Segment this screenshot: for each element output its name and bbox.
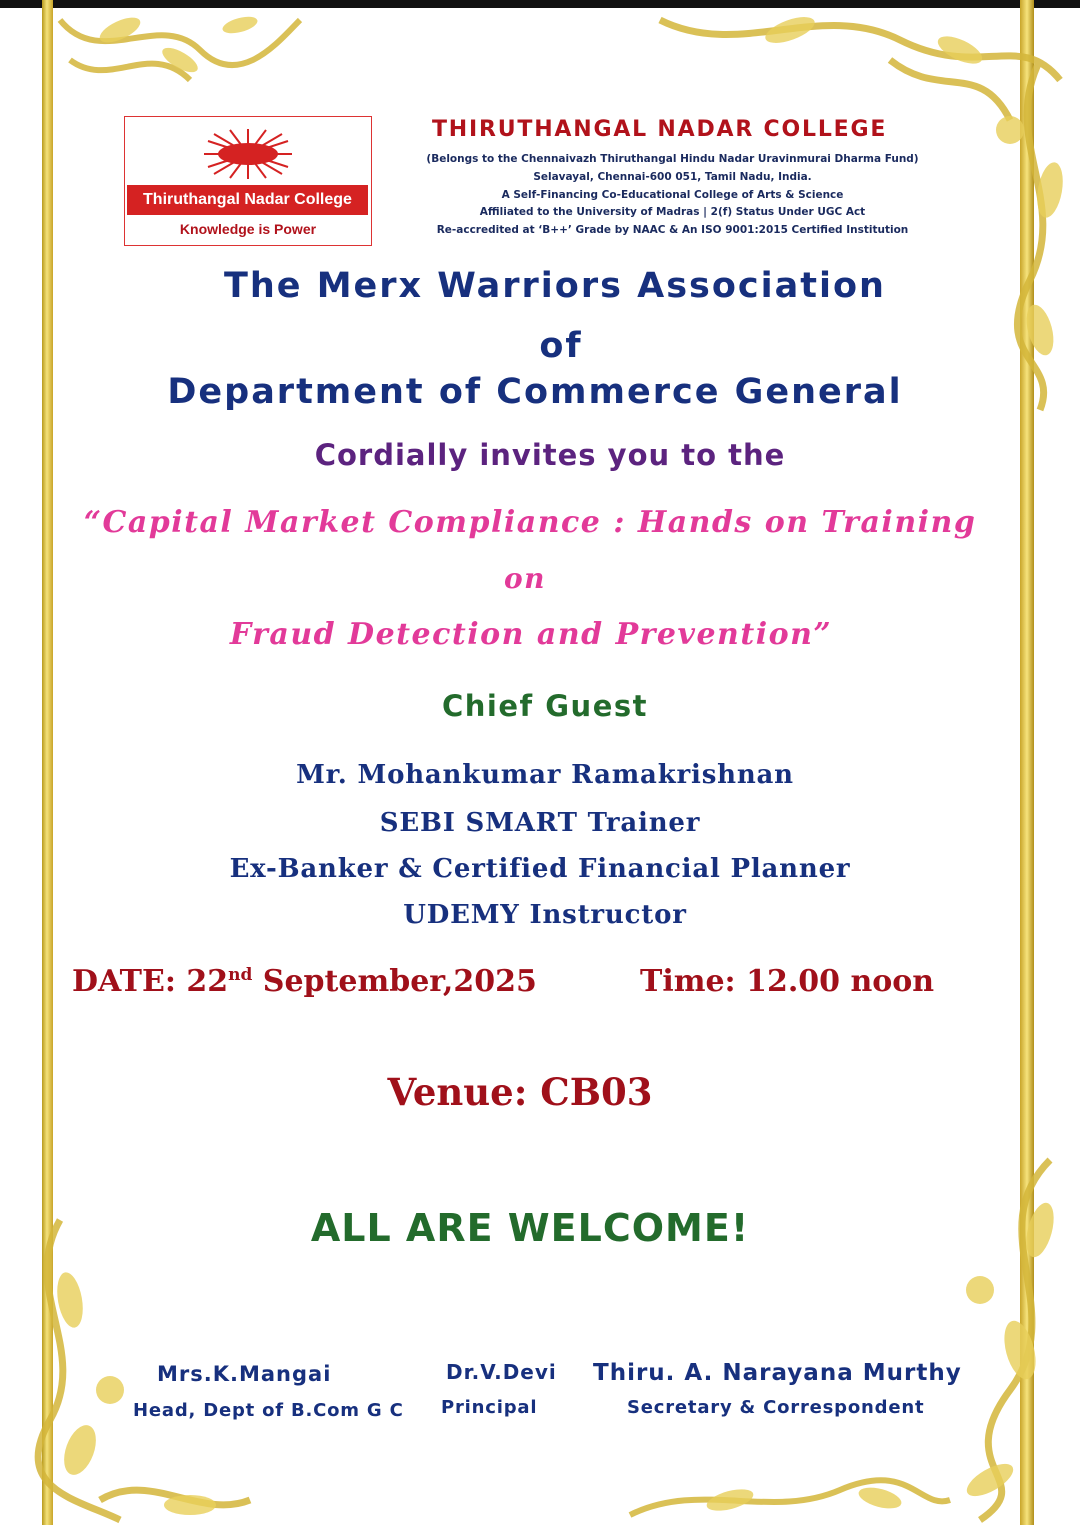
event-title-line3: Fraud Detection and Prevention” xyxy=(229,617,833,652)
college-university-line: Affiliated to the University of Madras | 2(f) Status Under UGC Act xyxy=(479,206,866,218)
event-date-month-year: September,2025 xyxy=(252,964,537,999)
logo-college-name: Thiruthangal Nadar College xyxy=(127,185,368,215)
ornament-top-left xyxy=(0,0,320,110)
chief-guest-name: Mr. Mohankumar Ramakrishnan xyxy=(296,760,794,790)
event-date-label: DATE: 22 xyxy=(72,964,229,999)
signatory-secretary-title: Secretary & Correspondent xyxy=(627,1397,925,1418)
college-type-line: A Self-Financing Co-Educational College of Arts & Science xyxy=(501,189,844,201)
signatory-head-title: Head, Dept of B.Com G C xyxy=(133,1400,404,1421)
signatory-secretary-name: Thiru. A. Narayana Murthy xyxy=(593,1360,962,1386)
chief-guest-role-udemy: UDEMY Instructor xyxy=(403,900,687,930)
chief-guest-role-sebi: SEBI SMART Trainer xyxy=(379,808,701,838)
department-name: Department of Commerce General xyxy=(167,372,903,412)
event-title-line1: “Capital Market Compliance : Hands on Training xyxy=(83,505,977,540)
college-accreditation-line: Re-accredited at ‘B++’ Grade by NAAC & An ISO 9001:2015 Certified Institution xyxy=(436,224,909,236)
signatory-principal-name: Dr.V.Devi xyxy=(446,1360,557,1384)
signatory-principal-title: Principal xyxy=(441,1397,538,1418)
welcome-message: ALL ARE WELCOME! xyxy=(310,1206,750,1250)
signatory-head-name: Mrs.K.Mangai xyxy=(157,1362,332,1386)
event-time: Time: 12.00 noon xyxy=(640,964,935,999)
chief-guest-heading: Chief Guest xyxy=(442,689,648,723)
college-name: THIRUTHANGAL NADAR COLLEGE xyxy=(432,117,888,142)
college-address-line: Selavayal, Chennai-600 051, Tamil Nadu, India. xyxy=(533,171,812,183)
event-venue: Venue: CB03 xyxy=(387,1070,653,1114)
college-logo xyxy=(124,116,372,246)
event-title-line2: on xyxy=(503,562,547,595)
association-title: The Merx Warriors Association xyxy=(224,266,886,306)
invite-text: Cordially invites you to the xyxy=(314,438,786,472)
association-of: of xyxy=(539,326,583,366)
college-affiliation-line: (Belongs to the Chennaivazh Thiruthangal Hindu Nadar Uravinmurai Dharma Fund) xyxy=(426,153,919,165)
logo-tagline: Knowledge is Power xyxy=(179,221,317,237)
event-date-suffix: nd xyxy=(228,965,253,985)
ornament-bottom-center xyxy=(620,1460,960,1525)
event-date xyxy=(72,964,537,999)
sun-emblem-icon xyxy=(200,129,296,179)
chief-guest-role-banker: Ex-Banker & Certified Financial Planner xyxy=(229,854,851,884)
